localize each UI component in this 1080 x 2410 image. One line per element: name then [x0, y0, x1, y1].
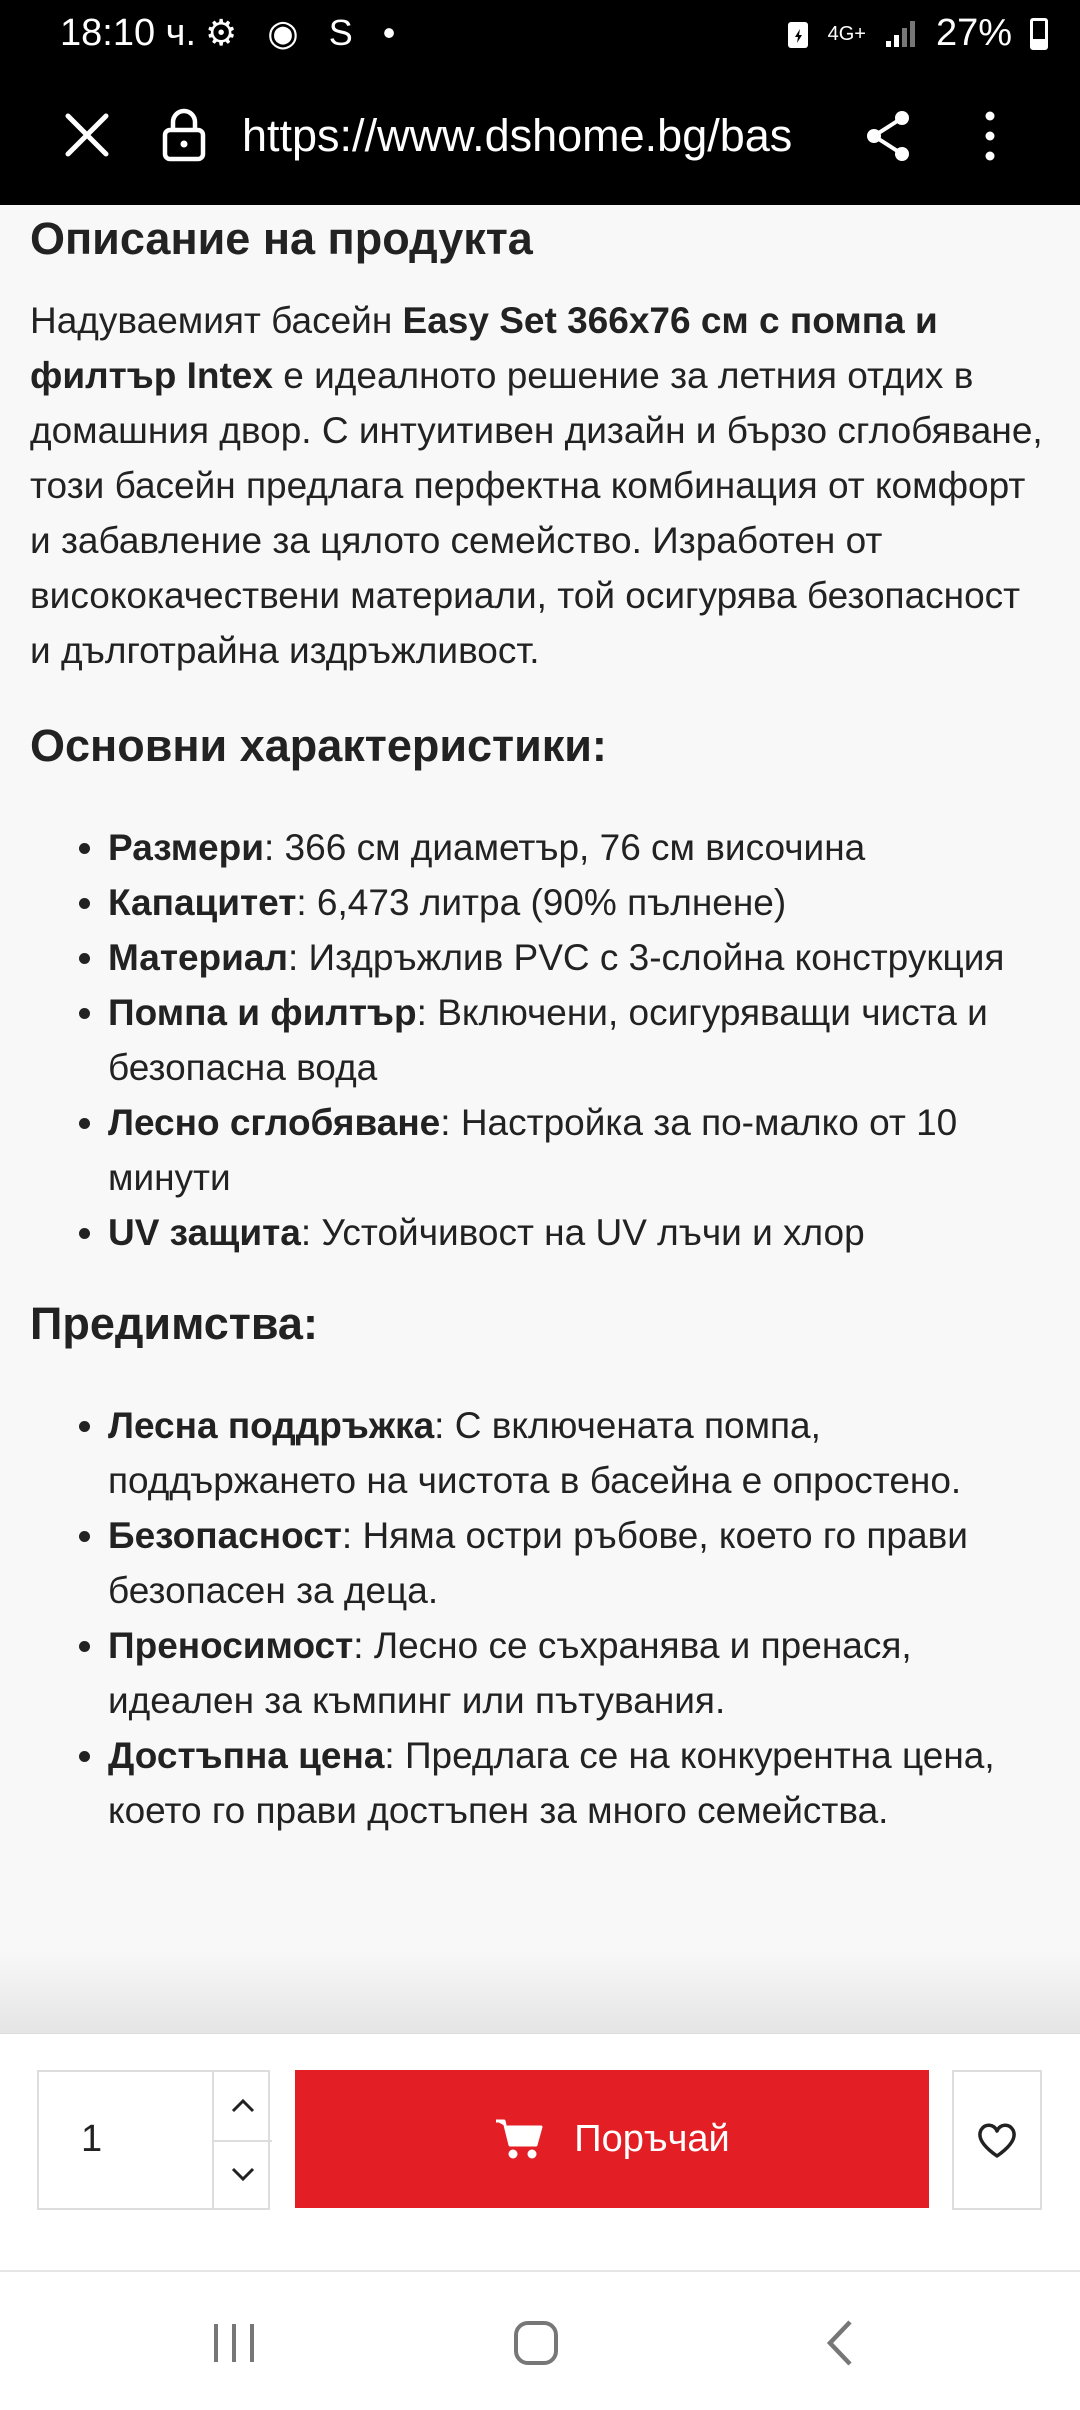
list-item [108, 930, 1050, 985]
feature-text: : Включени, осигуряващи чиста и безопасна вода [108, 992, 988, 1088]
feature-label: Помпа и филтър [108, 992, 417, 1033]
order-button-label: Поръчай [574, 2117, 730, 2160]
list-item [108, 1205, 1050, 1260]
quantity-stepper [37, 2070, 270, 2210]
list-item [108, 1728, 1050, 1838]
feature-text: : 366 см диаметър, 76 см височина [264, 827, 866, 868]
product-description [30, 205, 1050, 2033]
back-icon[interactable] [822, 2318, 856, 2368]
battery-percent: 27% [935, 12, 1012, 54]
feature-label: Материал [108, 937, 288, 978]
wishlist-button[interactable] [952, 2070, 1042, 2210]
chevron-down-icon [230, 2166, 256, 2182]
quantity-decrease-button[interactable] [212, 2140, 272, 2208]
list-item [108, 875, 1050, 930]
list-item [108, 1398, 1050, 1508]
list-item [108, 1095, 1050, 1205]
list-item [108, 820, 1050, 875]
description-heading: Описание на продукта [30, 213, 533, 264]
features-heading: Основни характеристики: [30, 720, 607, 771]
list-item [108, 1508, 1050, 1618]
benefit-text: : Предлага се на конкурентна цена, което го прави достъпен за много семейства. [108, 1735, 995, 1831]
status-notification-icons: ⚙ ◉ S • [205, 12, 406, 53]
quantity-increase-button[interactable] [212, 2072, 272, 2142]
battery-saver-icon [786, 19, 810, 49]
browser-url-bar [0, 70, 1080, 205]
cart-icon [494, 2117, 544, 2161]
list-item [108, 1618, 1050, 1728]
benefit-label: Преносимост [108, 1625, 354, 1666]
recent-apps-icon[interactable] [210, 2322, 258, 2364]
benefit-label: Безопасност [108, 1515, 342, 1556]
signal-icon [884, 19, 918, 49]
status-time: 18:10 ч. [60, 12, 197, 54]
order-bar [0, 2033, 1080, 2270]
feature-label: Лесно сглобяване [108, 1102, 441, 1143]
benefit-label: Достъпна цена [108, 1735, 385, 1776]
quantity-input[interactable]: 1 [81, 2118, 103, 2160]
home-icon[interactable] [513, 2320, 559, 2366]
heart-icon [976, 2121, 1018, 2159]
benefits-heading: Предимства: [30, 1298, 318, 1349]
close-icon[interactable] [62, 110, 112, 160]
status-bar [0, 0, 1080, 70]
intro-text-start: Надуваемият басейн [30, 300, 403, 341]
benefit-label: Лесна поддръжка [108, 1405, 435, 1446]
list-item [108, 985, 1050, 1095]
share-icon[interactable] [862, 108, 914, 164]
chevron-up-icon [230, 2098, 256, 2114]
order-button[interactable] [295, 2070, 929, 2208]
lock-icon[interactable] [160, 108, 208, 162]
status-right-icons [786, 12, 1048, 55]
feature-text: : 6,473 литра (90% пълнене) [296, 882, 787, 923]
intro-text-end: е идеалното решение за летния отдих в домашния двор. С интуитивен дизайн и бързо сглобяване, този басейн предлага перфектна комбинация от комфорт и забавление за цялото семейство. Изработен от висококачествени материали, той осигурява безопасност и дълготрайна издръжливост. [30, 355, 1043, 671]
feature-text: : Настройка за по-малко от 10 минути [108, 1102, 958, 1198]
feature-label: Капацитет [108, 882, 297, 923]
feature-label: UV защита [108, 1212, 301, 1253]
benefit-text: : С включената помпа, поддържането на чистота в басейна е опростено. [108, 1405, 962, 1501]
intro-product-name: Easy Set 366x76 см с помпа и филтър Intex [30, 300, 938, 396]
feature-label: Размери [108, 827, 264, 868]
features-list [30, 820, 1050, 1260]
feature-text: : Устойчивост на UV лъчи и хлор [300, 1212, 865, 1253]
benefit-text: : Лесно се съхранява и пренася, идеален за къмпинг или пътувания. [108, 1625, 912, 1721]
url-text[interactable]: https://www.dshome.bg/bas [242, 110, 793, 161]
description-intro [30, 293, 1050, 678]
network-type: 4G+ [827, 22, 866, 45]
feature-text: : Издръжлив PVC с 3-слойна конструкция [287, 937, 1005, 978]
content-fade-overlay [0, 1950, 1080, 2035]
benefit-text: : Няма остри ръбове, което го прави безопасен за деца. [108, 1515, 968, 1611]
more-options-icon[interactable] [975, 108, 1005, 164]
system-nav-bar [0, 2270, 1080, 2410]
benefits-list [30, 1398, 1050, 1838]
battery-icon [1030, 18, 1048, 50]
